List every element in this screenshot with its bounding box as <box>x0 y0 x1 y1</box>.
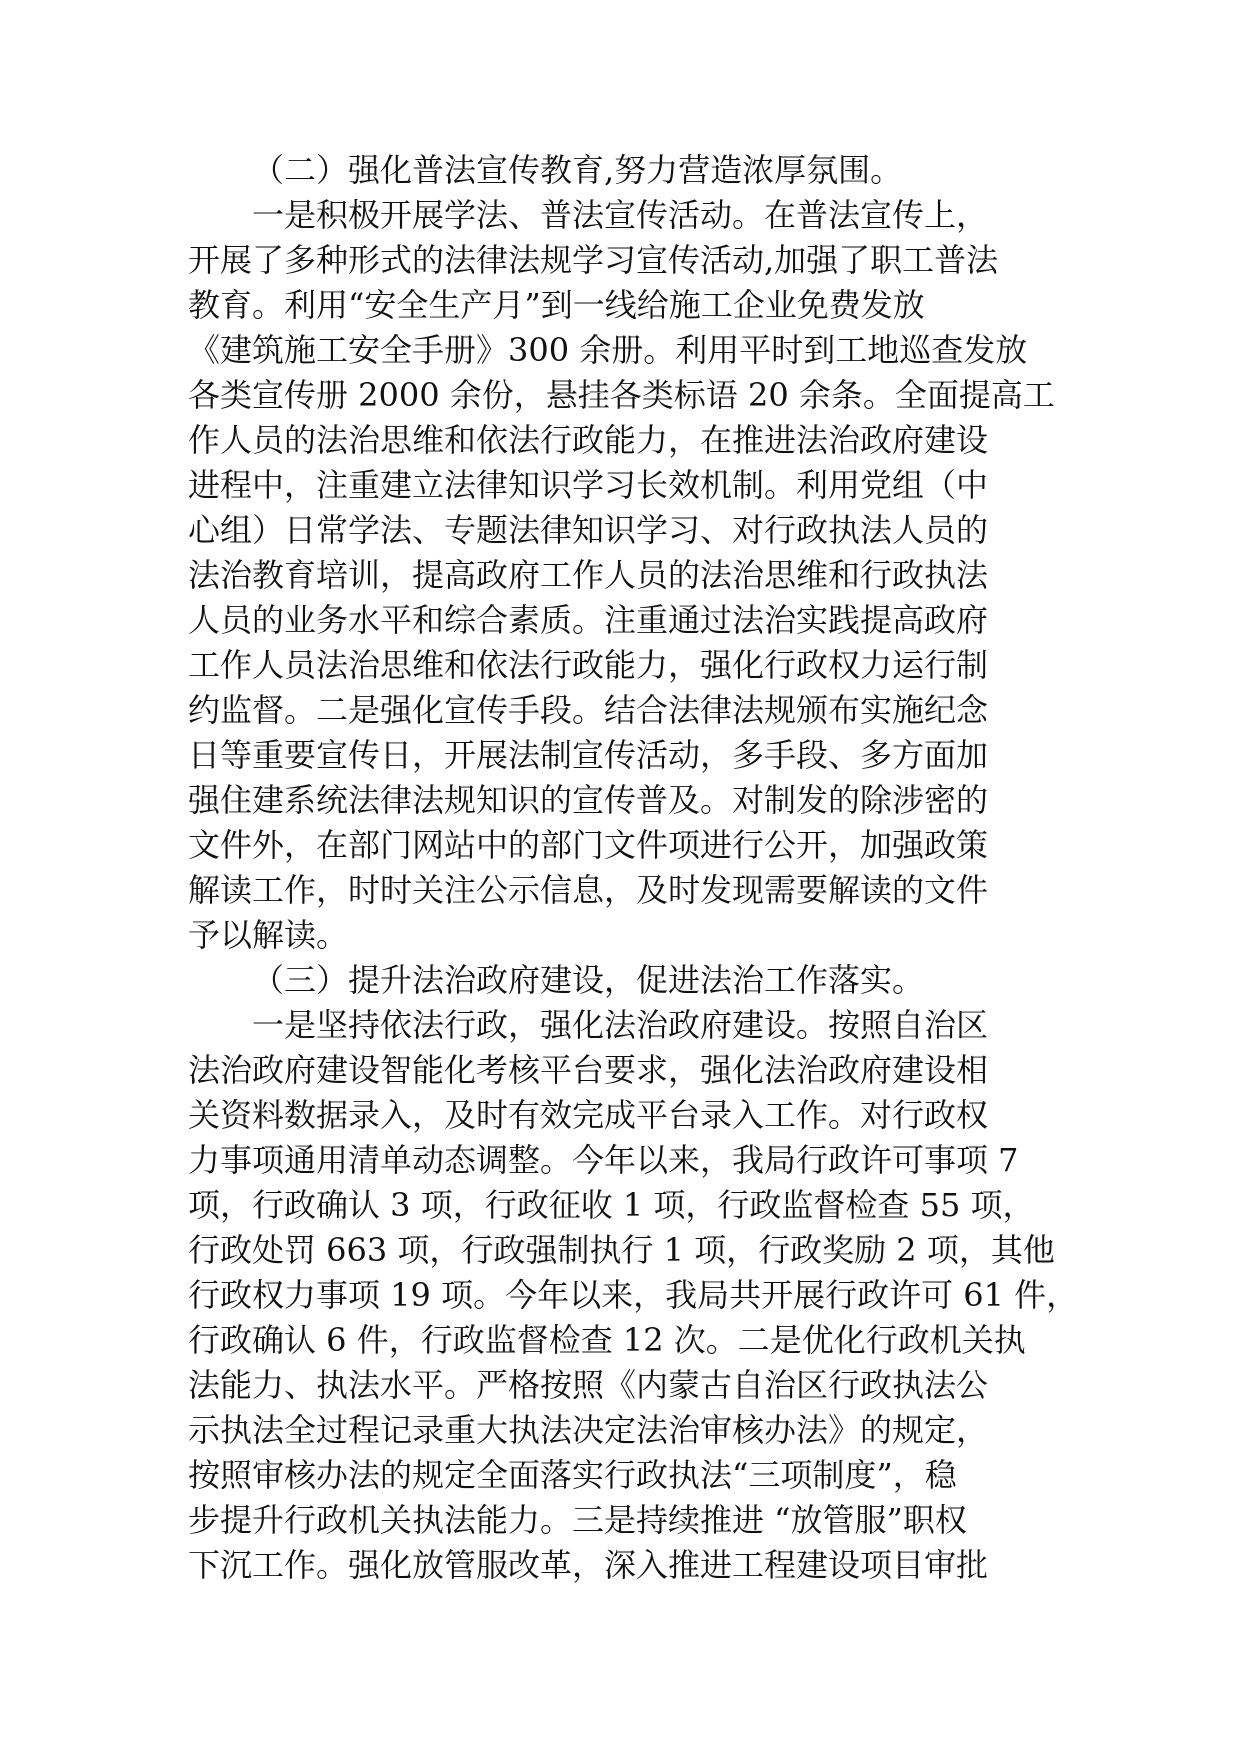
paragraph-line: 行政处罚 663 项，行政强制执行 1 项，行政奖励 2 项，其他 <box>188 1231 1055 1269</box>
paragraph-line: 作人员的法治思维和依法行政能力，在推进法治政府建设 <box>188 421 989 459</box>
paragraph-line: 强住建系统法律法规知识的宣传普及。对制发的除涉密的 <box>188 781 989 819</box>
paragraph-line: 行政权力事项 19 项。今年以来，我局共开展行政许可 61 件， <box>188 1276 1079 1314</box>
paragraph-line: 一是积极开展学法、普法宣传活动。在普法宣传上， <box>252 196 989 234</box>
document-body <box>188 148 1079 1588</box>
paragraph-line: 按照审核办法的规定全面落实行政执法“三项制度”，稳 <box>188 1456 957 1494</box>
paragraph-line: 示执法全过程记录重大执法决定法治审核办法》的规定， <box>188 1411 989 1449</box>
paragraph-line: 行政确认 6 件，行政监督检查 12 次。二是优化行政机关执 <box>188 1321 1026 1359</box>
paragraph-line: 一是坚持依法行政，强化法治政府建设。按照自治区 <box>252 1006 989 1044</box>
paragraph-line: 项，行政确认 3 项，行政征收 1 项，行政监督检查 55 项， <box>188 1186 1035 1224</box>
paragraph-line: 文件外，在部门网站中的部门文件项进行公开，加强政策 <box>188 826 989 864</box>
paragraph-line: 法治政府建设智能化考核平台要求，强化法治政府建设相 <box>188 1051 989 1089</box>
paragraph-line: 日等重要宣传日，开展法制宣传活动，多手段、多方面加 <box>188 736 989 774</box>
paragraph-line: 各类宣传册 2000 余份，悬挂各类标语 20 余条。全面提高工 <box>188 376 1055 414</box>
paragraph-line: 步提升行政机关执法能力。三是持续推进 “放管服”职权 <box>188 1501 967 1539</box>
paragraph-line: 开展了多种形式的法律法规学习宣传活动,加强了职工普法 <box>188 241 999 279</box>
paragraph-line: 工作人员法治思维和依法行政能力，强化行政权力运行制 <box>188 646 989 684</box>
paragraph-line: 下沉工作。强化放管服改革，深入推进工程建设项目审批 <box>188 1546 989 1584</box>
paragraph-line: 《建筑施工安全手册》300 余册。利用平时到工地巡查发放 <box>188 331 1028 369</box>
paragraph-line: 法治教育培训，提高政府工作人员的法治思维和行政执法 <box>188 556 989 594</box>
paragraph-line: 心组）日常学法、专题法律知识学习、对行政执法人员的 <box>188 511 989 549</box>
paragraph-line: 约监督。二是强化宣传手段。结合法律法规颁布实施纪念 <box>188 691 989 729</box>
section-heading-3: （三）提升法治政府建设，促进法治工作落实。 <box>252 961 925 999</box>
paragraph-line: 人员的业务水平和综合素质。注重通过法治实践提高政府 <box>188 601 989 639</box>
paragraph-line: 予以解读。 <box>188 916 349 954</box>
paragraph-line: 力事项通用清单动态调整。今年以来，我局行政许可事项 7 <box>188 1141 1019 1179</box>
paragraph-line: 关资料数据录入，及时有效完成平台录入工作。对行政权 <box>188 1096 989 1134</box>
paragraph-line: 教育。利用“安全生产月”到一线给施工企业免费发放 <box>188 286 925 324</box>
paragraph-line: 法能力、执法水平。严格按照《内蒙古自治区行政执法公 <box>188 1366 989 1404</box>
paragraph-line: 解读工作，时时关注公示信息，及时发现需要解读的文件 <box>188 871 989 909</box>
section-heading-2: （二）强化普法宣传教育,努力营造浓厚氛围。 <box>252 151 903 189</box>
paragraph-line: 进程中，注重建立法律知识学习长效机制。利用党组（中 <box>188 466 989 504</box>
